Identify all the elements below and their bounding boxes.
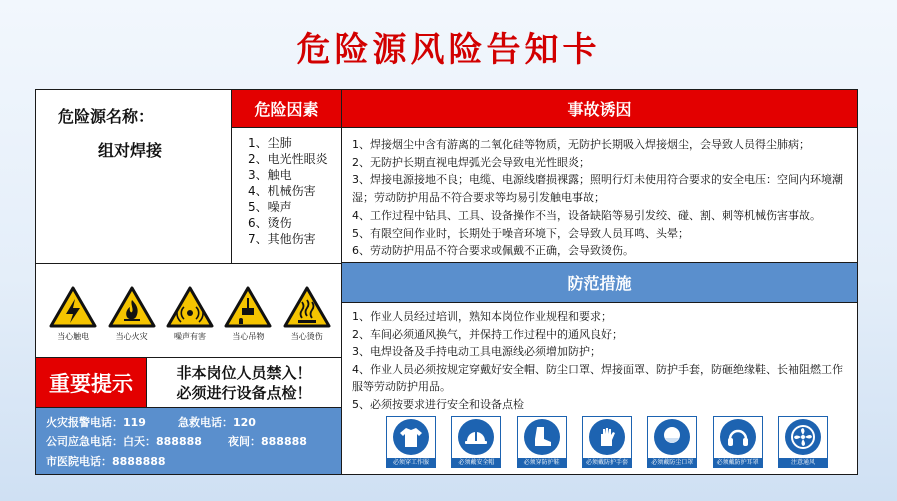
list-item: 1、焊接烟尘中含有游离的二氧化硅等物质，无防护长期吸入焊接烟尘，会导致人员得尘肺病； bbox=[352, 138, 810, 151]
ppe-label: 必须戴防尘口罩 bbox=[648, 458, 696, 467]
divider bbox=[36, 263, 341, 264]
ear-protection-icon bbox=[725, 424, 751, 450]
list-item: 2、电光性眼炎 bbox=[248, 152, 328, 166]
noise-icon bbox=[166, 286, 214, 328]
accident-causes-list bbox=[352, 136, 848, 260]
page-title: 危险源风险告知卡 bbox=[296, 30, 601, 70]
list-item: 4、工作过程中钻具、工具、设备操作不当，设备缺陷等易引发绞、碰、割、刺等机械伤害事故。 bbox=[352, 208, 821, 222]
list-item: 4、机械伤害 bbox=[248, 184, 316, 198]
important-notice-label: 重要提示 bbox=[36, 358, 146, 407]
accident-causes-header: 事故诱因 bbox=[342, 90, 857, 127]
emergency-phone: 急救电话：120 bbox=[178, 416, 256, 429]
divider bbox=[232, 127, 341, 128]
ppe-label: 必须穿工作服 bbox=[387, 458, 435, 467]
ppe-sign bbox=[713, 416, 763, 468]
ppe-label: 必须戴安全帽 bbox=[452, 458, 500, 467]
falling-object-icon bbox=[224, 286, 272, 328]
sign-label: 当心触电 bbox=[57, 332, 90, 341]
risk-card bbox=[35, 89, 858, 475]
ppe-sign bbox=[778, 416, 828, 468]
electric-shock-icon bbox=[49, 286, 97, 328]
divider bbox=[341, 127, 857, 128]
warning-sign bbox=[281, 286, 333, 342]
list-item: 2、无防护长期直视电焊弧光会导致电光性眼炎； bbox=[352, 155, 590, 169]
fire-phone: 火灾报警电话：119 bbox=[46, 416, 146, 429]
ppe-signs bbox=[386, 416, 828, 468]
warning-sign bbox=[164, 286, 216, 342]
helmet-icon bbox=[463, 424, 489, 450]
list-item: 3、电焊设备及手持电动工具电源线必须增加防护； bbox=[352, 345, 601, 358]
notice-line: 必须进行设备点检！ bbox=[176, 383, 312, 402]
measures-header: 防范措施 bbox=[342, 263, 857, 302]
list-item: 5、噪声 bbox=[248, 200, 292, 214]
list-item: 4、作业人员必须按规定穿戴好安全帽、防尘口罩、焊接面罩、防护手套，防砸绝缘鞋、长袖阻燃工作服等劳动防护用品。 bbox=[352, 362, 843, 393]
list-item: 1、作业人员经过培训，熟知本岗位作业规程和要求； bbox=[352, 310, 612, 323]
fire-icon bbox=[108, 286, 156, 328]
measures-list bbox=[352, 308, 848, 413]
ppe-sign bbox=[582, 416, 632, 468]
list-item: 3、触电 bbox=[248, 168, 292, 182]
notice-line: 非本岗位人员禁入！ bbox=[176, 363, 312, 382]
night-phone: 夜间：888888 bbox=[228, 435, 307, 448]
hazard-source-label: 危险源名称： bbox=[58, 107, 155, 126]
emergency-contacts bbox=[36, 408, 341, 474]
sign-label: 噪声有害 bbox=[173, 332, 206, 341]
list-item: 5、必须按要求进行安全和设备点检 bbox=[352, 397, 524, 411]
ppe-sign bbox=[647, 416, 697, 468]
list-item: 7、其他伤害 bbox=[248, 232, 316, 246]
list-item: 5、有限空间作业时，长期处于噪音环境下，会导致人员耳鸣、头晕； bbox=[352, 226, 689, 240]
ppe-label: 必须穿防护鞋 bbox=[518, 458, 566, 467]
ppe-sign bbox=[386, 416, 436, 468]
gloves-icon bbox=[594, 424, 620, 450]
ventilation-icon bbox=[790, 424, 816, 450]
list-item: 6、劳动防护用品不符合要求或佩戴不正确，会导致烫伤。 bbox=[352, 244, 634, 258]
warning-sign bbox=[106, 286, 158, 342]
warning-sign bbox=[47, 286, 99, 342]
warning-sign bbox=[222, 286, 274, 342]
warning-signs bbox=[44, 286, 336, 342]
risk-factors-list bbox=[248, 135, 328, 247]
sign-label: 当心吊物 bbox=[232, 332, 265, 341]
divider bbox=[341, 302, 857, 303]
work-clothes-icon bbox=[398, 424, 424, 450]
sign-label: 当心烫伤 bbox=[290, 332, 323, 341]
company-day-phone: 公司应急电话：白天：888888 bbox=[46, 435, 202, 448]
mask-icon bbox=[659, 424, 685, 450]
hospital-phone: 市医院电话：8888888 bbox=[46, 455, 166, 468]
ppe-sign bbox=[517, 416, 567, 468]
hazard-source-value: 组对焊接 bbox=[98, 141, 163, 160]
burn-icon bbox=[283, 286, 331, 328]
list-item: 6、烫伤 bbox=[248, 216, 292, 230]
list-item: 3、焊接电源接地不良；电缆、电源线磨损裸露；照明行灯未使用符合要求的安全电压：空间内环境潮湿；劳动防护用品不符合要求等均易引发触电事故； bbox=[352, 173, 843, 205]
list-item: 2、车间必须通风换气，并保持工作过程中的通风良好； bbox=[352, 327, 623, 341]
boots-icon bbox=[529, 424, 555, 450]
risk-factors-header: 危险因素 bbox=[232, 90, 341, 127]
important-notice bbox=[147, 358, 341, 407]
ppe-label: 必须戴防护手套 bbox=[583, 458, 631, 467]
list-item: 1、尘肺 bbox=[248, 136, 292, 150]
sign-label: 当心火灾 bbox=[115, 332, 148, 341]
ppe-sign bbox=[451, 416, 501, 468]
ppe-label: 必须戴防护耳罩 bbox=[714, 458, 762, 467]
ppe-label: 注意通风 bbox=[779, 458, 827, 467]
